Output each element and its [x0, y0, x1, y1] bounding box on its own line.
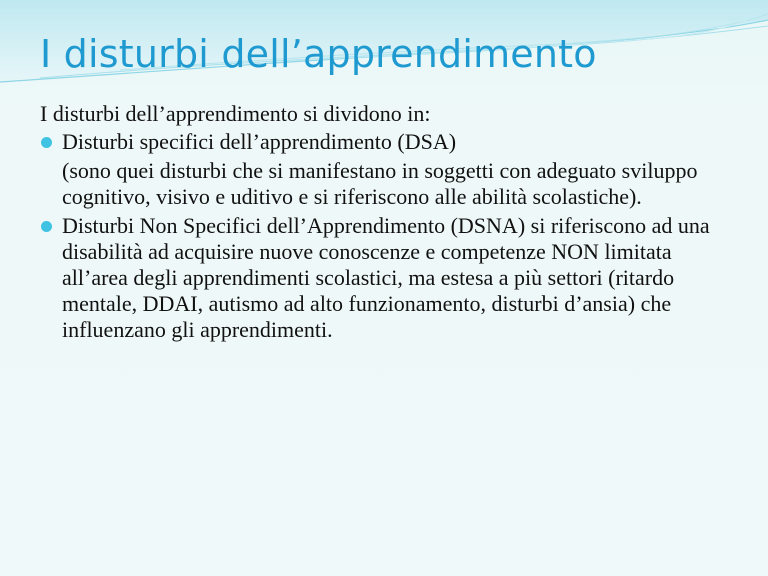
bullet-dot-icon — [41, 221, 52, 232]
slide-title: I disturbi dell’apprendimento — [40, 32, 597, 76]
slide-body — [40, 101, 740, 343]
intro-text: I disturbi dell’apprendimento si dividono in: — [40, 101, 431, 126]
bullet-text-dsna: Disturbi Non Specifici dell’Apprendimento (DSNA) si riferiscono ad una disabilità ad acquisire nuove conoscenze e competenze NON limitata all’area degli apprendimenti scolastici, ma estesa a più settori (ritardo mentale, DDAI, autismo ad alto funzionamento, disturbi d’ansia) che influenzano gli apprendimenti. — [62, 213, 710, 342]
bullet-note-dsa: (sono quei disturbi che si manifestano in soggetti con adeguato sviluppo cognitivo, visivo e uditivo e si riferiscono alle abilità scolastiche). — [62, 158, 698, 209]
bullet-text-dsa: Disturbi specifici dell’apprendimento (DSA) — [62, 129, 457, 154]
bullet-item-dsa — [40, 129, 740, 210]
bullet-item-dsna — [40, 213, 740, 343]
bullet-dot-icon — [41, 137, 52, 148]
